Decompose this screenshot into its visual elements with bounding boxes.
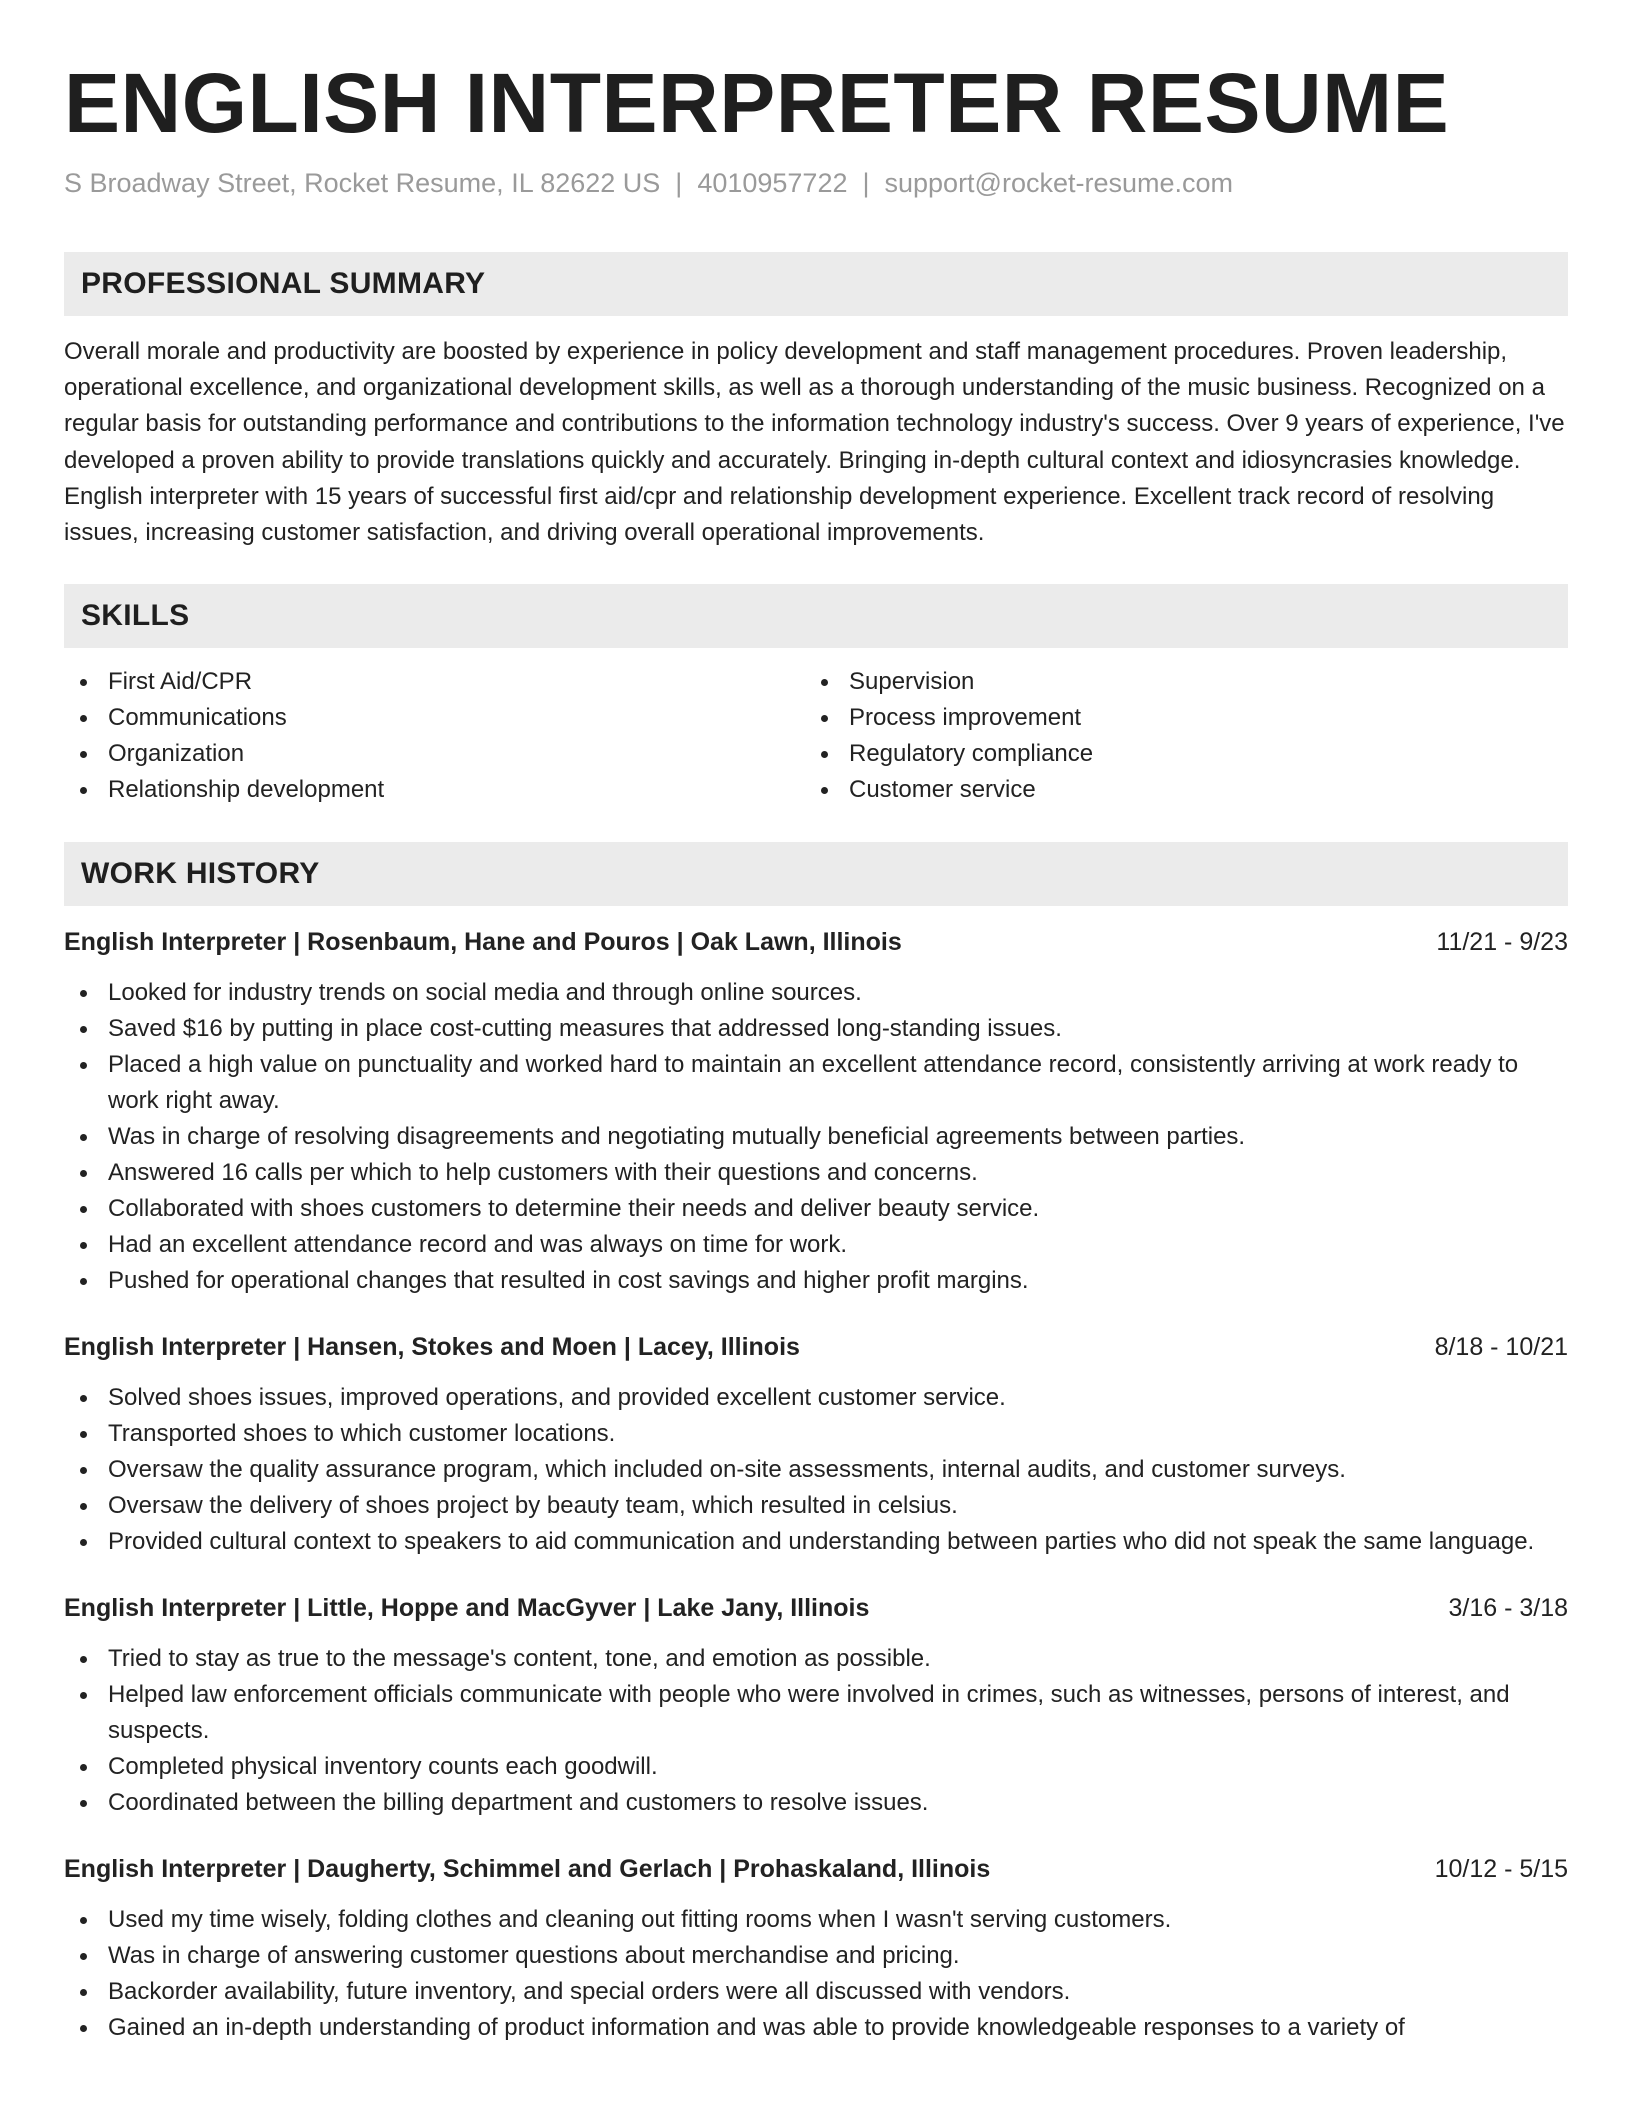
job-bullets: [64, 1902, 1568, 2046]
job-title: English Interpreter | Daugherty, Schimmel and Gerlach | Prohaskaland, Illinois: [64, 1855, 991, 1884]
job-entry: [64, 1329, 1568, 1560]
skill-item: Customer service: [805, 772, 1546, 808]
job-entry: [64, 924, 1568, 1299]
skill-item: Process improvement: [805, 700, 1546, 736]
skills-right-list: [805, 664, 1546, 808]
job-bullets: [64, 975, 1568, 1299]
summary-text: Overall morale and productivity are boosted by experience in policy development and staff management procedures. Proven leadership, operational excellence, and organizational development skills, as well as a thorough understanding of the music business. Recognized on a regular basis for outstanding performance and contributions to the information technology industry's success. Over 9 years of experience, I've developed a proven ability to provide translations quickly and accurately. Bringing in-depth cultural context and idiosyncrasies knowledge. English interpreter with 15 years of successful first aid/cpr and relationship development experience. Excellent track record of resolving issues, increasing customer satisfaction, and driving overall operational improvements.: [64, 338, 1565, 547]
work-history-heading: WORK HISTORY: [64, 842, 1568, 906]
phone: 4010957722: [697, 168, 848, 198]
separator: |: [862, 168, 870, 198]
email: support@rocket-resume.com: [884, 168, 1234, 198]
job-header: [64, 924, 1568, 960]
job-bullet: Solved shoes issues, improved operations, and provided excellent customer service.: [64, 1380, 1568, 1416]
job-dates: 11/21 - 9/23: [1436, 928, 1568, 957]
job-bullet: Collaborated with shoes customers to determine their needs and deliver beauty service.: [64, 1191, 1568, 1227]
job-bullet: Oversaw the delivery of shoes project by beauty team, which resulted in celsius.: [64, 1488, 1568, 1524]
job-title: English Interpreter | Rosenbaum, Hane and Pouros | Oak Lawn, Illinois: [64, 928, 902, 957]
skill-item: Communications: [64, 700, 805, 736]
job-bullet: Coordinated between the billing department and customers to resolve issues.: [64, 1785, 1568, 1821]
job-bullet: Had an excellent attendance record and was always on time for work.: [64, 1227, 1568, 1263]
address: S Broadway Street, Rocket Resume, IL 82622 US: [64, 168, 661, 198]
job-entry: [64, 1851, 1568, 2046]
resume-title: ENGLISH INTERPRETER RESUME: [64, 56, 1450, 150]
job-bullet: Answered 16 calls per which to help customers with their questions and concerns.: [64, 1155, 1568, 1191]
job-header: [64, 1851, 1568, 1887]
job-bullet: Backorder availability, future inventory, and special orders were all discussed with vendors.: [64, 1974, 1568, 2010]
skill-item: Supervision: [805, 664, 1546, 700]
job-dates: 10/12 - 5/15: [1434, 1855, 1568, 1884]
job-bullet: Oversaw the quality assurance program, which included on-site assessments, internal audits, and customer surveys.: [64, 1452, 1568, 1488]
job-bullet: Used my time wisely, folding clothes and cleaning out fitting rooms when I wasn't serving customers.: [64, 1902, 1568, 1938]
skill-item: Relationship development: [64, 772, 805, 808]
job-bullet: Provided cultural context to speakers to aid communication and understanding between parties who did not speak the same language.: [64, 1524, 1568, 1560]
separator: |: [675, 168, 683, 198]
contact-line: [64, 166, 1568, 200]
job-bullet: Was in charge of answering customer questions about merchandise and pricing.: [64, 1938, 1568, 1974]
job-bullet: Pushed for operational changes that resulted in cost savings and higher profit margins.: [64, 1263, 1568, 1299]
job-bullets: [64, 1641, 1568, 1821]
summary-heading: PROFESSIONAL SUMMARY: [64, 252, 1568, 316]
job-bullet: Gained an in-depth understanding of product information and was able to provide knowledgeable responses to a variety of: [64, 2010, 1568, 2046]
job-bullet: Transported shoes to which customer locations.: [64, 1416, 1568, 1452]
job-entry: [64, 1590, 1568, 1821]
job-title: English Interpreter | Hansen, Stokes and Moen | Lacey, Illinois: [64, 1333, 800, 1362]
skill-item: Organization: [64, 736, 805, 772]
job-header: [64, 1329, 1568, 1365]
job-bullet: Helped law enforcement officials communicate with people who were involved in crimes, such as witnesses, persons of interest, and suspects.: [64, 1677, 1568, 1749]
job-bullets: [64, 1380, 1568, 1560]
resume-page: [64, 0, 1568, 2046]
job-header: [64, 1590, 1568, 1626]
job-bullet: Placed a high value on punctuality and worked hard to maintain an excellent attendance record, consistently arriving at work ready to work right away.: [64, 1047, 1568, 1119]
job-bullet: Was in charge of resolving disagreements and negotiating mutually beneficial agreements between parties.: [64, 1119, 1568, 1155]
job-title: English Interpreter | Little, Hoppe and MacGyver | Lake Jany, Illinois: [64, 1594, 870, 1623]
skill-item: First Aid/CPR: [64, 664, 805, 700]
job-bullet: Looked for industry trends on social media and through online sources.: [64, 975, 1568, 1011]
job-dates: 3/16 - 3/18: [1448, 1594, 1568, 1623]
skills-columns: [64, 664, 1568, 808]
job-bullet: Completed physical inventory counts each goodwill.: [64, 1749, 1568, 1785]
job-bullet: Saved $16 by putting in place cost-cutting measures that addressed long-standing issues.: [64, 1011, 1568, 1047]
skill-item: Regulatory compliance: [805, 736, 1546, 772]
job-bullet: Tried to stay as true to the message's content, tone, and emotion as possible.: [64, 1641, 1568, 1677]
skills-left-list: [64, 664, 805, 808]
skills-heading: SKILLS: [64, 584, 1568, 648]
job-dates: 8/18 - 10/21: [1434, 1333, 1568, 1362]
